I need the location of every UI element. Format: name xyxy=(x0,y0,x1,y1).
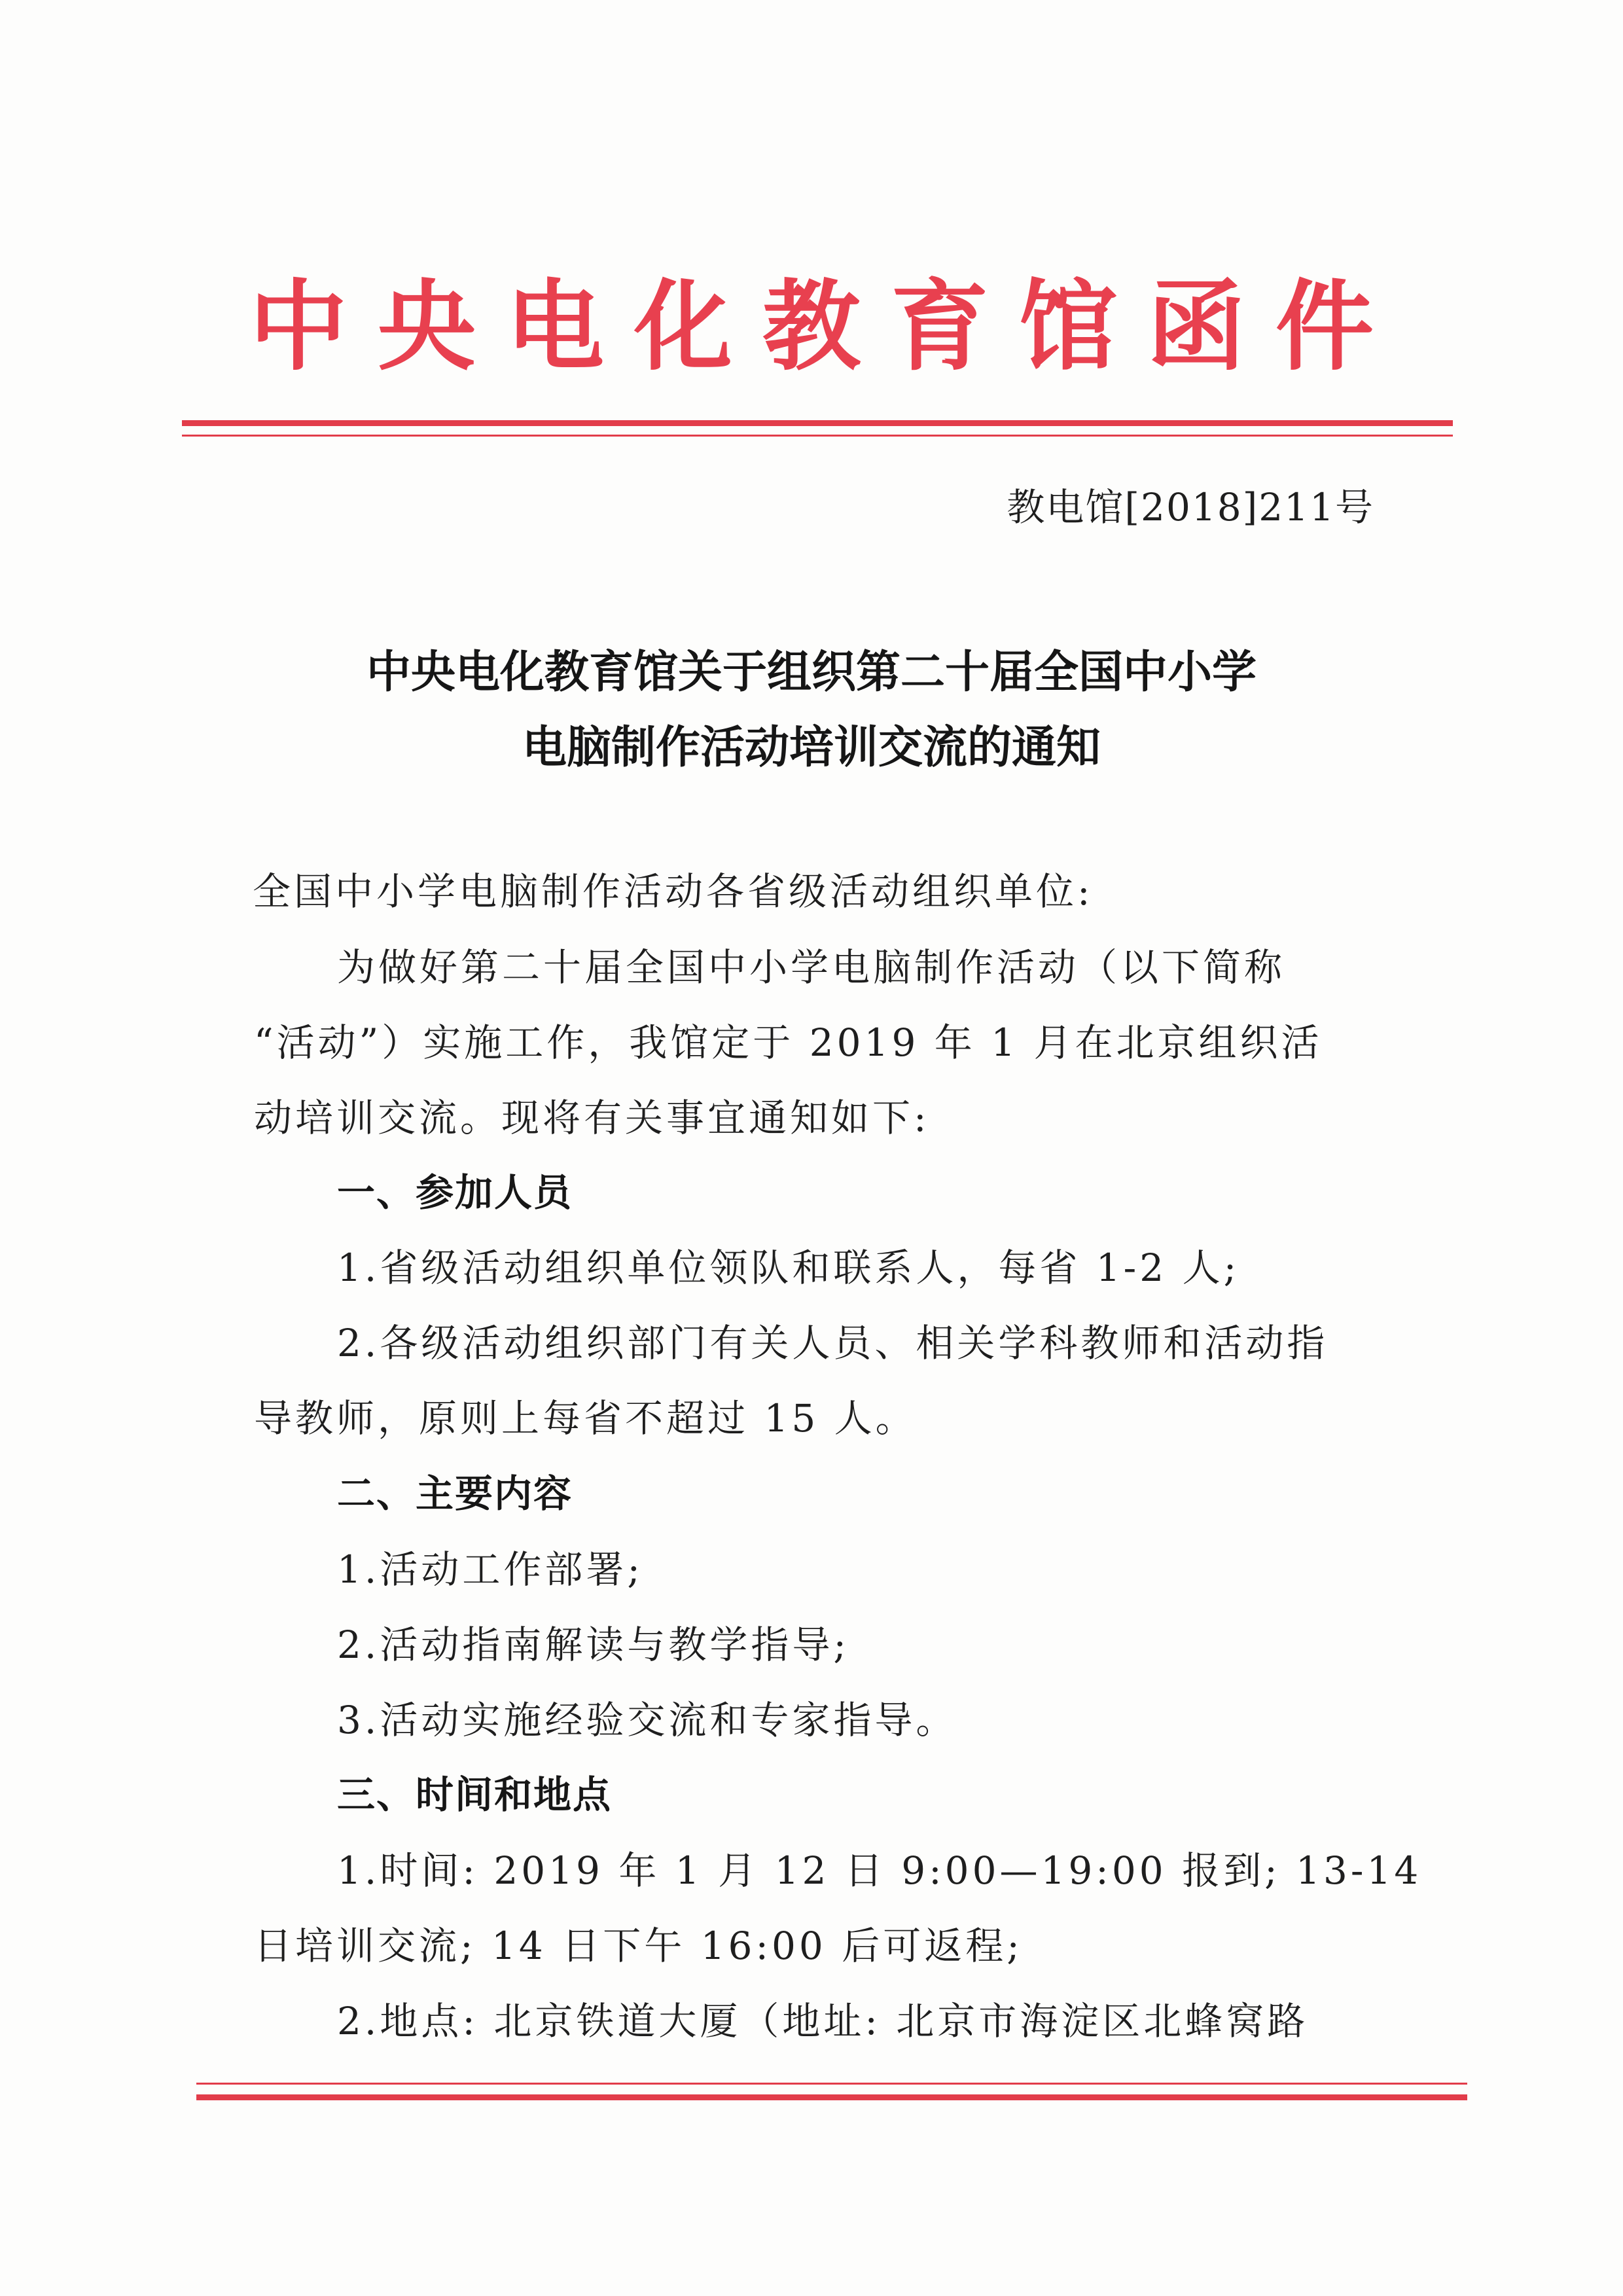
section-3-line-1: 1.时间: 2019 年 1 月 12 日 9:00—19:00 报到; 13-14 xyxy=(337,1848,1422,1893)
section-2-line-2: 2.活动指南解读与教学指导; xyxy=(337,1623,849,1667)
document-number: 教电馆[2018]211号 xyxy=(1007,485,1374,529)
section-2-line-1: 1.活动工作部署; xyxy=(337,1547,643,1592)
section-1-line-3: 导教师，原则上每省不超过 15 人。 xyxy=(254,1396,917,1441)
section-3-line-3: 2.地点: 北京铁道大厦（地址: 北京市海淀区北蜂窝路 xyxy=(337,1999,1309,2043)
intro-line-2: “活动”）实施工作，我馆定于 2019 年 1 月在北京组织活 xyxy=(254,1020,1323,1065)
section-3-line-2: 日培训交流; 14 日下午 16:00 后可返程; xyxy=(254,1924,1023,1968)
notice-title-line-2: 电脑制作活动培训交流的通知 xyxy=(522,722,1101,774)
bottom-rule-thick xyxy=(196,2094,1467,2100)
top-rule-thick xyxy=(182,420,1453,426)
bottom-rule-thin xyxy=(196,2083,1467,2085)
section-1-line-1: 1.省级活动组织单位领队和联系人，每省 1-2 人; xyxy=(337,1246,1240,1290)
section-1-heading: 一、参加人员 xyxy=(337,1170,573,1215)
section-2-heading: 二、主要内容 xyxy=(337,1471,573,1516)
section-2-line-3: 3.活动实施经验交流和专家指导。 xyxy=(337,1698,957,1742)
section-1-line-2: 2.各级活动组织部门有关人员、相关学科教师和活动指 xyxy=(337,1321,1329,1365)
letterhead-title: 中央电化教育馆函件 xyxy=(249,270,1404,384)
intro-line-3: 动培训交流。现将有关事宜通知如下: xyxy=(254,1096,930,1140)
top-rule-thin xyxy=(182,435,1453,437)
salutation: 全国中小学电脑制作活动各省级活动组织单位: xyxy=(253,869,1094,914)
notice-title-line-1: 中央电化教育馆关于组织第二十届全国中小学 xyxy=(366,647,1257,698)
section-3-heading: 三、时间和地点 xyxy=(337,1772,613,1817)
intro-line-1: 为做好第二十届全国中小学电脑制作活动（以下简称 xyxy=(337,945,1286,990)
